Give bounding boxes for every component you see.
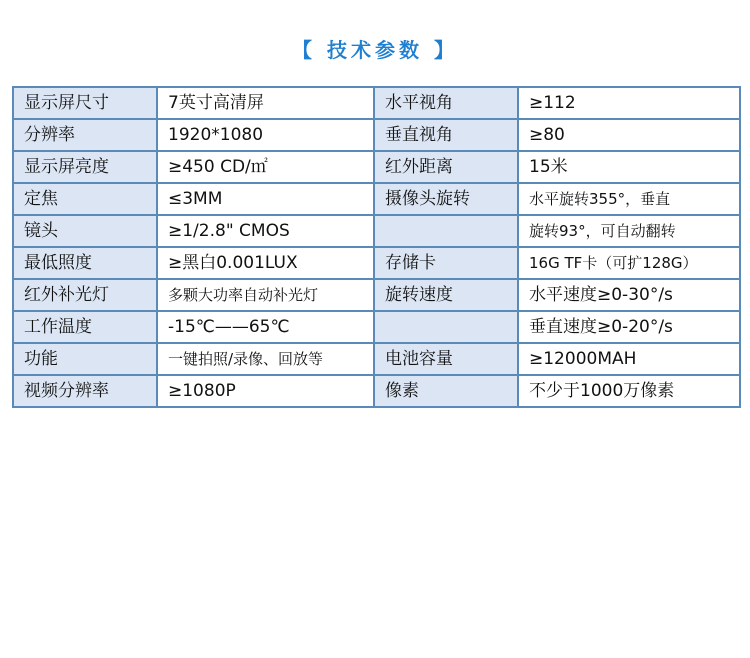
spec-value: ≥450 CD/㎡ [157, 151, 374, 183]
spec-label: 定焦 [13, 183, 157, 215]
table-row [13, 375, 740, 407]
spec-value: 旋转93°，可自动翻转 [518, 215, 740, 247]
spec-value: 水平旋转355°，垂直 [518, 183, 740, 215]
spec-value: ≥1/2.8" CMOS [157, 215, 374, 247]
spec-value: 16G TF卡（可扩128G） [518, 247, 740, 279]
spec-label: 红外补光灯 [13, 279, 157, 311]
spec-label [374, 215, 518, 247]
spec-value: 不少于1000万像素 [518, 375, 740, 407]
spec-label: 旋转速度 [374, 279, 518, 311]
spec-value: 多颗大功率自动补光灯 [157, 279, 374, 311]
spec-value: ≥1080P [157, 375, 374, 407]
spec-label: 工作温度 [13, 311, 157, 343]
spec-label: 显示屏尺寸 [13, 87, 157, 119]
spec-value: ≥80 [518, 119, 740, 151]
table-row [13, 119, 740, 151]
spec-label: 视频分辨率 [13, 375, 157, 407]
table-row [13, 215, 740, 247]
spec-label: 水平视角 [374, 87, 518, 119]
table-row [13, 87, 740, 119]
spec-label: 摄像头旋转 [374, 183, 518, 215]
spec-value: 一键拍照/录像、回放等 [157, 343, 374, 375]
spec-value: 7英寸高清屏 [157, 87, 374, 119]
table-row [13, 279, 740, 311]
spec-label [374, 311, 518, 343]
spec-value: -15℃——65℃ [157, 311, 374, 343]
table-row [13, 247, 740, 279]
spec-label: 存储卡 [374, 247, 518, 279]
spec-label: 像素 [374, 375, 518, 407]
spec-label: 分辨率 [13, 119, 157, 151]
spec-value: 15米 [518, 151, 740, 183]
spec-value: 1920*1080 [157, 119, 374, 151]
spec-value: 垂直速度≥0-20°/s [518, 311, 740, 343]
table-row [13, 151, 740, 183]
spec-value: ≥黑白0.001LUX [157, 247, 374, 279]
spec-value: 水平速度≥0-30°/s [518, 279, 740, 311]
spec-value: ≥112 [518, 87, 740, 119]
spec-label: 垂直视角 [374, 119, 518, 151]
spec-label: 红外距离 [374, 151, 518, 183]
section-title: 【 技术参数 】 [292, 38, 458, 62]
spec-label: 最低照度 [13, 247, 157, 279]
table-row [13, 311, 740, 343]
spec-label: 电池容量 [374, 343, 518, 375]
spec-label: 功能 [13, 343, 157, 375]
spec-label: 镜头 [13, 215, 157, 247]
table-row [13, 343, 740, 375]
spec-value: ≥12000MAH [518, 343, 740, 375]
spec-value: ≤3MM [157, 183, 374, 215]
spec-table [12, 86, 741, 408]
spec-label: 显示屏亮度 [13, 151, 157, 183]
table-row [13, 183, 740, 215]
